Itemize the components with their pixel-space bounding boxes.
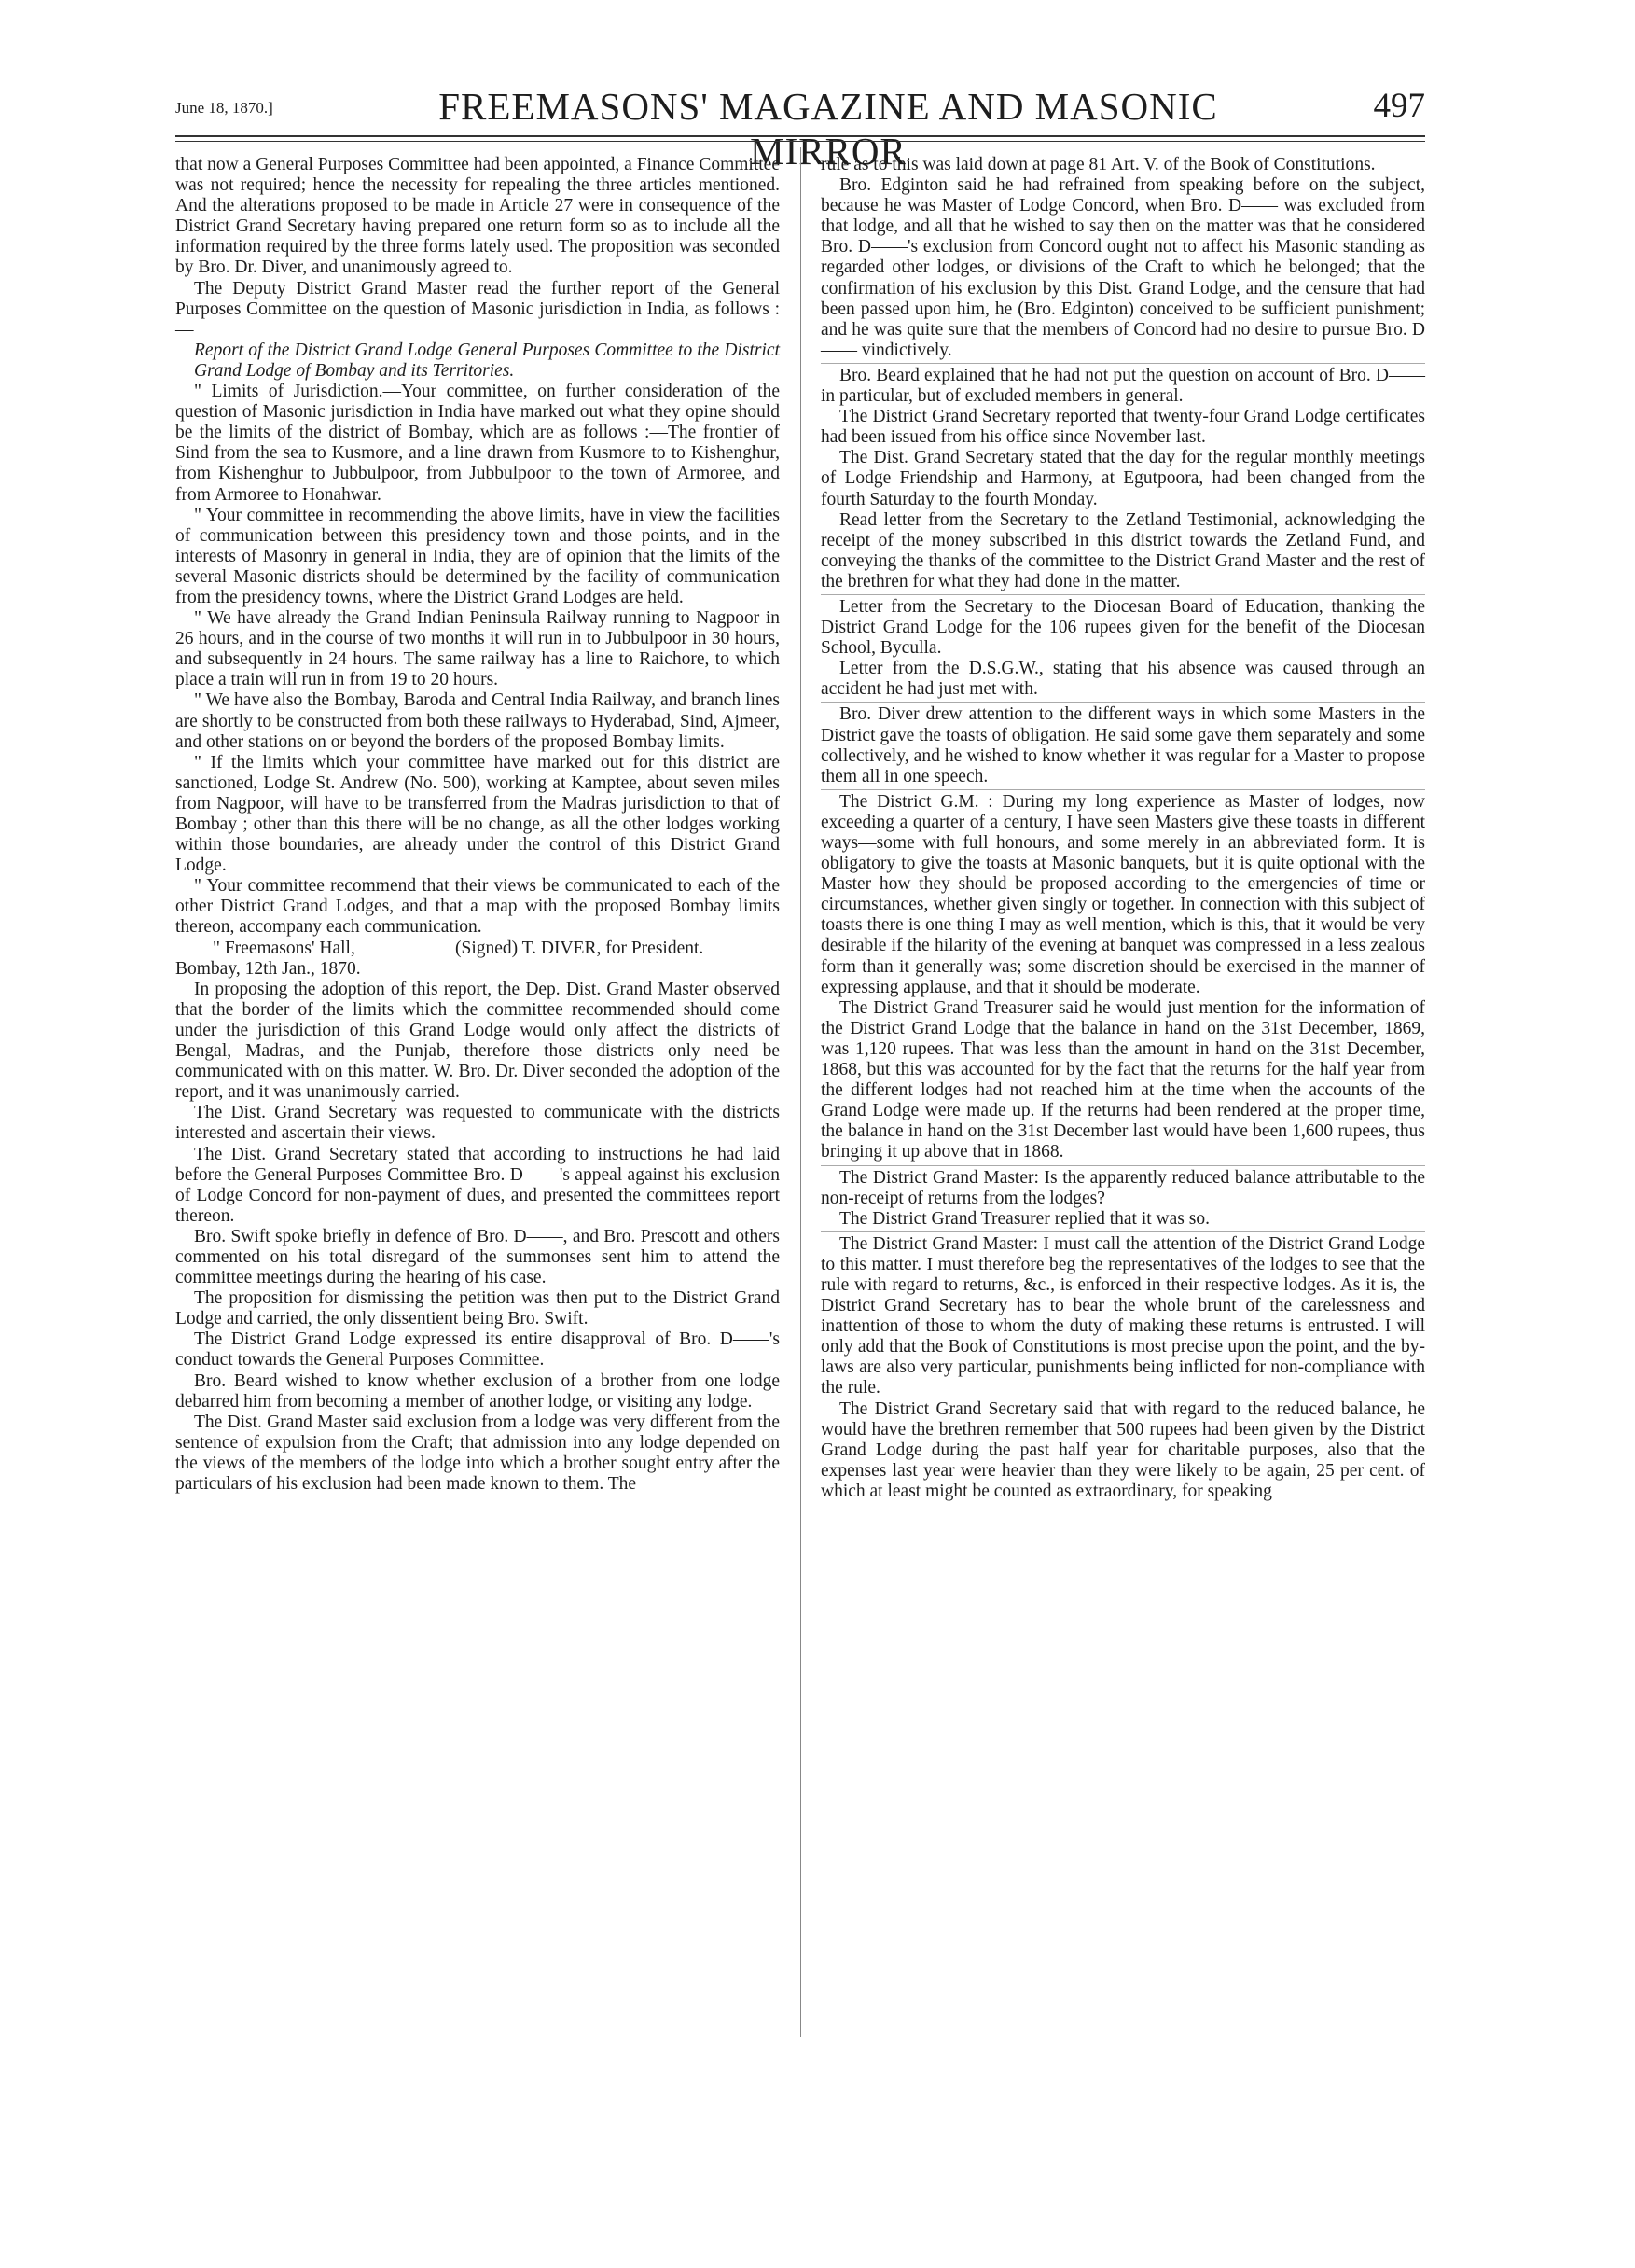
paragraph: Letter from the D.S.G.W., stating that his absence was caused through an accident he had just met with. [821,659,1425,700]
paragraph: The District Grand Lodge expressed its entire disapproval of Bro. D——'s conduct towards the General Purposes Committee. [175,1329,780,1371]
paragraph: The District Grand Treasurer said he would just mention for the information of the District Grand Lodge that the balance in hand on the 31st December, 1869, was 1,120 rupees. That was less than the amount in hand on the 31st December, 1868, but this was accounted for by the fact that the returns for the half year from the different lodges had not reached him at the time when the accounts of the Grand Lodge were made up. If the returns had been rendered at the proper time, the balance in hand on the 31st December last would have been 1,600 rupees, thus bringing it up above that in 1868. [821,997,1425,1162]
paragraph: The District Grand Secretary reported that twenty-four Grand Lodge certificates had been issued from his office since November last. [821,407,1425,448]
paragraph: Letter from the Secretary to the Diocesan Board of Education, thanking the District Grand Lodge for the 106 rupees given for the benefit of the Diocesan School, Byculla. [821,594,1425,659]
paragraph: that now a General Purposes Committee had been appointed, a Finance Committee was not required; hence the necessity for repealing the three articles mentioned. And the alterations proposed to be made in Article 27 were in consequence of the District Grand Secretary having prepared one return form so as to include all the information required by the three forms lately used. The proposition was seconded by Bro. Dr. Diver, and unanimously agreed to. [175,155,780,278]
issue-date: June 18, 1870.] [175,99,273,117]
paragraph: rule as to this was laid down at page 81 Art. V. of the Book of Constitutions. [821,155,1376,174]
paragraph: " Limits of Jurisdiction.—Your committee, on further consideration of the question of Masonic jurisdiction in India have marked out what they opine should be the limits of the district of Bombay, which are as follows :—The frontier of Sind from the sea to Kusmore, and a line drawn from Kusmore to to Kishenghur, from Kishenghur to Jubbulpoor, from Jubbulpoor to the town of Armoree, and from Armoree to Honahwar. [175,382,780,505]
page-number: 497 [1373,87,1425,125]
paragraph: " We have also the Bombay, Baroda and Central India Railway, and branch lines are shortly to be constructed from both these railways to Hyderabad, Sind, Ajmeer, and other stations on or beyond the borders of the proposed Bombay limits. [175,690,780,752]
paragraph: The District Grand Master: I must call the attention of the District Grand Lodge to this matter. I must therefore beg the representatives of the lodges to see that the rule with regard to returns, &c., is enforced in their respective lodges. As it is, the District Grand Secretary has to bear the whole brunt of the carelessness and inattention of those to whom the duty of making these returns is entrusted. I will only add that the Book of Constitutions is most precise upon the point, and the by-laws are also very particular, punishments being inflicted for non-compliance with the rule. [821,1231,1425,1399]
paragraph: The Dist. Grand Secretary was requested to communicate with the districts interested and ascertain their views. [175,1103,780,1144]
right-column [821,155,1425,1502]
column-divider [800,147,801,2037]
paragraph: The District G.M. : During my long experience as Master of lodges, now exceeding a quarter of a century, I have seen Masters give these toasts in different ways—some with full honours, and some merely in an abbreviated form. It is obligatory to give the toasts at Masonic banquets, but it is quite optional with the Master how they should be proposed according to the emergencies of time or circumstances, whether given singly or together. In connection with this subject of toasts there is one thing I may as well mention, which is this, that it would be very desirable if the hilarity of the evening at banquet was compressed in a less zealous form than it generally was; some discretion should be exercised in the manner of expressing applause, and that it should be moderate. [821,789,1425,998]
left-column [175,155,780,1495]
paragraph: In proposing the adoption of this report, the Dep. Dist. Grand Master observed that the border of the limits which the committee recommended should come under the jurisdiction of this Grand Lodge would only affect the districts of Bengal, Madras, and the Punjab, therefore those districts only need be communicated with on this matter. W. Bro. Dr. Diver seconded the adoption of the report, and it was unanimously carried. [175,979,780,1103]
paragraph: Read letter from the Secretary to the Zetland Testimonial, acknowledging the receipt of the money subscribed in this district towards the Zetland Fund, and conveying the thanks of the committee to the District Grand Master and the rest of the brethren for what they had done in the matter. [821,509,1425,591]
signature-place: " Freemasons' Hall, [213,938,355,958]
paragraph: The Dist. Grand Master said exclusion from a lodge was very different from the sentence of expulsion from the Craft; that admission into any lodge depended on the views of the members of the lodge into which a brother sought entry after the particulars of his exclusion had been made known to them. The [175,1412,780,1494]
paragraph: Bro. Diver drew attention to the different ways in which some Masters in the District gave the toasts of obligation. He said some gave them separately and some collectively, and he wished to know whether it was regular for a Master to propose them all in one speech. [821,702,1425,786]
signature-date: Bombay, 12th Jan., 1870. [175,958,361,979]
paragraph: Bro. Swift spoke briefly in defence of Bro. D——, and Bro. Prescott and others commented on his total disregard of the summonses sent him to attend the committee meetings during the hearing of his case. [175,1226,780,1288]
paragraph: The Dist. Grand Secretary stated that the day for the regular monthly meetings of Lodge Friendship and Harmony, at Egutpoora, had been changed from the fourth Saturday to the fourth Monday. [821,448,1425,509]
paragraph: The District Grand Master: Is the apparently reduced balance attributable to the non-receipt of returns from the lodges? [821,1165,1425,1209]
paragraph: " Your committee recommend that their views be communicated to each of the other District Grand Lodges, and that a map with the proposed Bombay limits thereon, accompany each communication. [175,876,780,938]
paragraph: " Your committee in recommending the above limits, have in view the facilities of communication between this presidency town and those points, and in the interests of Masonry in general in India, they are of opinion that the limits of the several Masonic districts should be determined by the facility of communication from the presidency towns, where the District Grand Lodges are held. [175,505,780,607]
header-rule [175,135,1425,137]
paragraph: " If the limits which your committee have marked out for this district are sanctioned, Lodge St. Andrew (No. 500), working at Kamptee, about seven miles from Nagpoor, will have to be transferred from the Madras jurisdiction to that of Bombay ; other than this there will be no change, as all the other lodges working within those boundaries, are already under the control of this District Grand Lodge. [175,752,780,876]
paragraph: The District Grand Secretary said that with regard to the reduced balance, he would have the brethren remember that 500 rupees had been given by the District Grand Lodge during the past half year for charitable purposes, also that the expenses last year were heavier than they were likely to be again, 25 per cent. of which at least might be counted as extraordinary, for speaking [821,1398,1425,1501]
paragraph: The District Grand Treasurer replied that it was so. [839,1208,1210,1229]
paragraph: The Dist. Grand Secretary stated that according to instructions he had laid before the General Purposes Committee Bro. D——'s appeal against his exclusion of Lodge Concord for non-payment of dues, and presented the committees report thereon. [175,1144,780,1226]
report-heading: Report of the District Grand Lodge General Purposes Committee to the District Grand Lodge of Bombay and its Territories. [194,340,780,381]
paragraph: " We have already the Grand Indian Peninsula Railway running to Nagpoor in 26 hours, and in the course of two months it will run in to Jubbulpoor in 30 hours, and subsequently in 24 hours. The same railway has a line to Raichore, to which place a train will run in from 19 to 20 hours. [175,608,780,690]
paragraph: Bro. Beard wished to know whether exclusion of a brother from one lodge debarred him from becoming a member of another lodge, or visiting any lodge. [175,1371,780,1412]
paragraph: Bro. Edginton said he had refrained from speaking before on the subject, because he was Master of Lodge Concord, when Bro. D—— was excluded from that lodge, and all that he wished to say then on the matter was that he considered Bro. D——'s exclusion from Concord ought not to affect his Masonic standing as regarded other lodges, or divisions of the Craft to which he belonged; that the confirmation of his exclusion by this Dist. Grand Lodge, and the censure that had been passed upon him, he (Bro. Edginton) conceived to be sufficient punishment; and he was quite sure that the members of Concord had no desire to pursue Bro. D—— vindictively. [821,175,1425,360]
signature-name: (Signed) T. DIVER, for President. [455,938,704,958]
paragraph: The proposition for dismissing the petition was then put to the District Grand Lodge and carried, the only dissentient being Bro. Swift. [175,1288,780,1329]
paragraph: The Deputy District Grand Master read the further report of the General Purposes Committee on the question of Masonic jurisdiction in India, as follows :— [175,278,780,340]
signature-line [175,939,780,959]
header-rule-thin [175,141,1425,142]
masthead-title: FREEMASONS' MAGAZINE AND MASONIC MIRROR [438,85,1218,173]
paragraph: Bro. Beard explained that he had not put the question on account of Bro. D—— in particular, but of excluded members in general. [821,363,1425,407]
